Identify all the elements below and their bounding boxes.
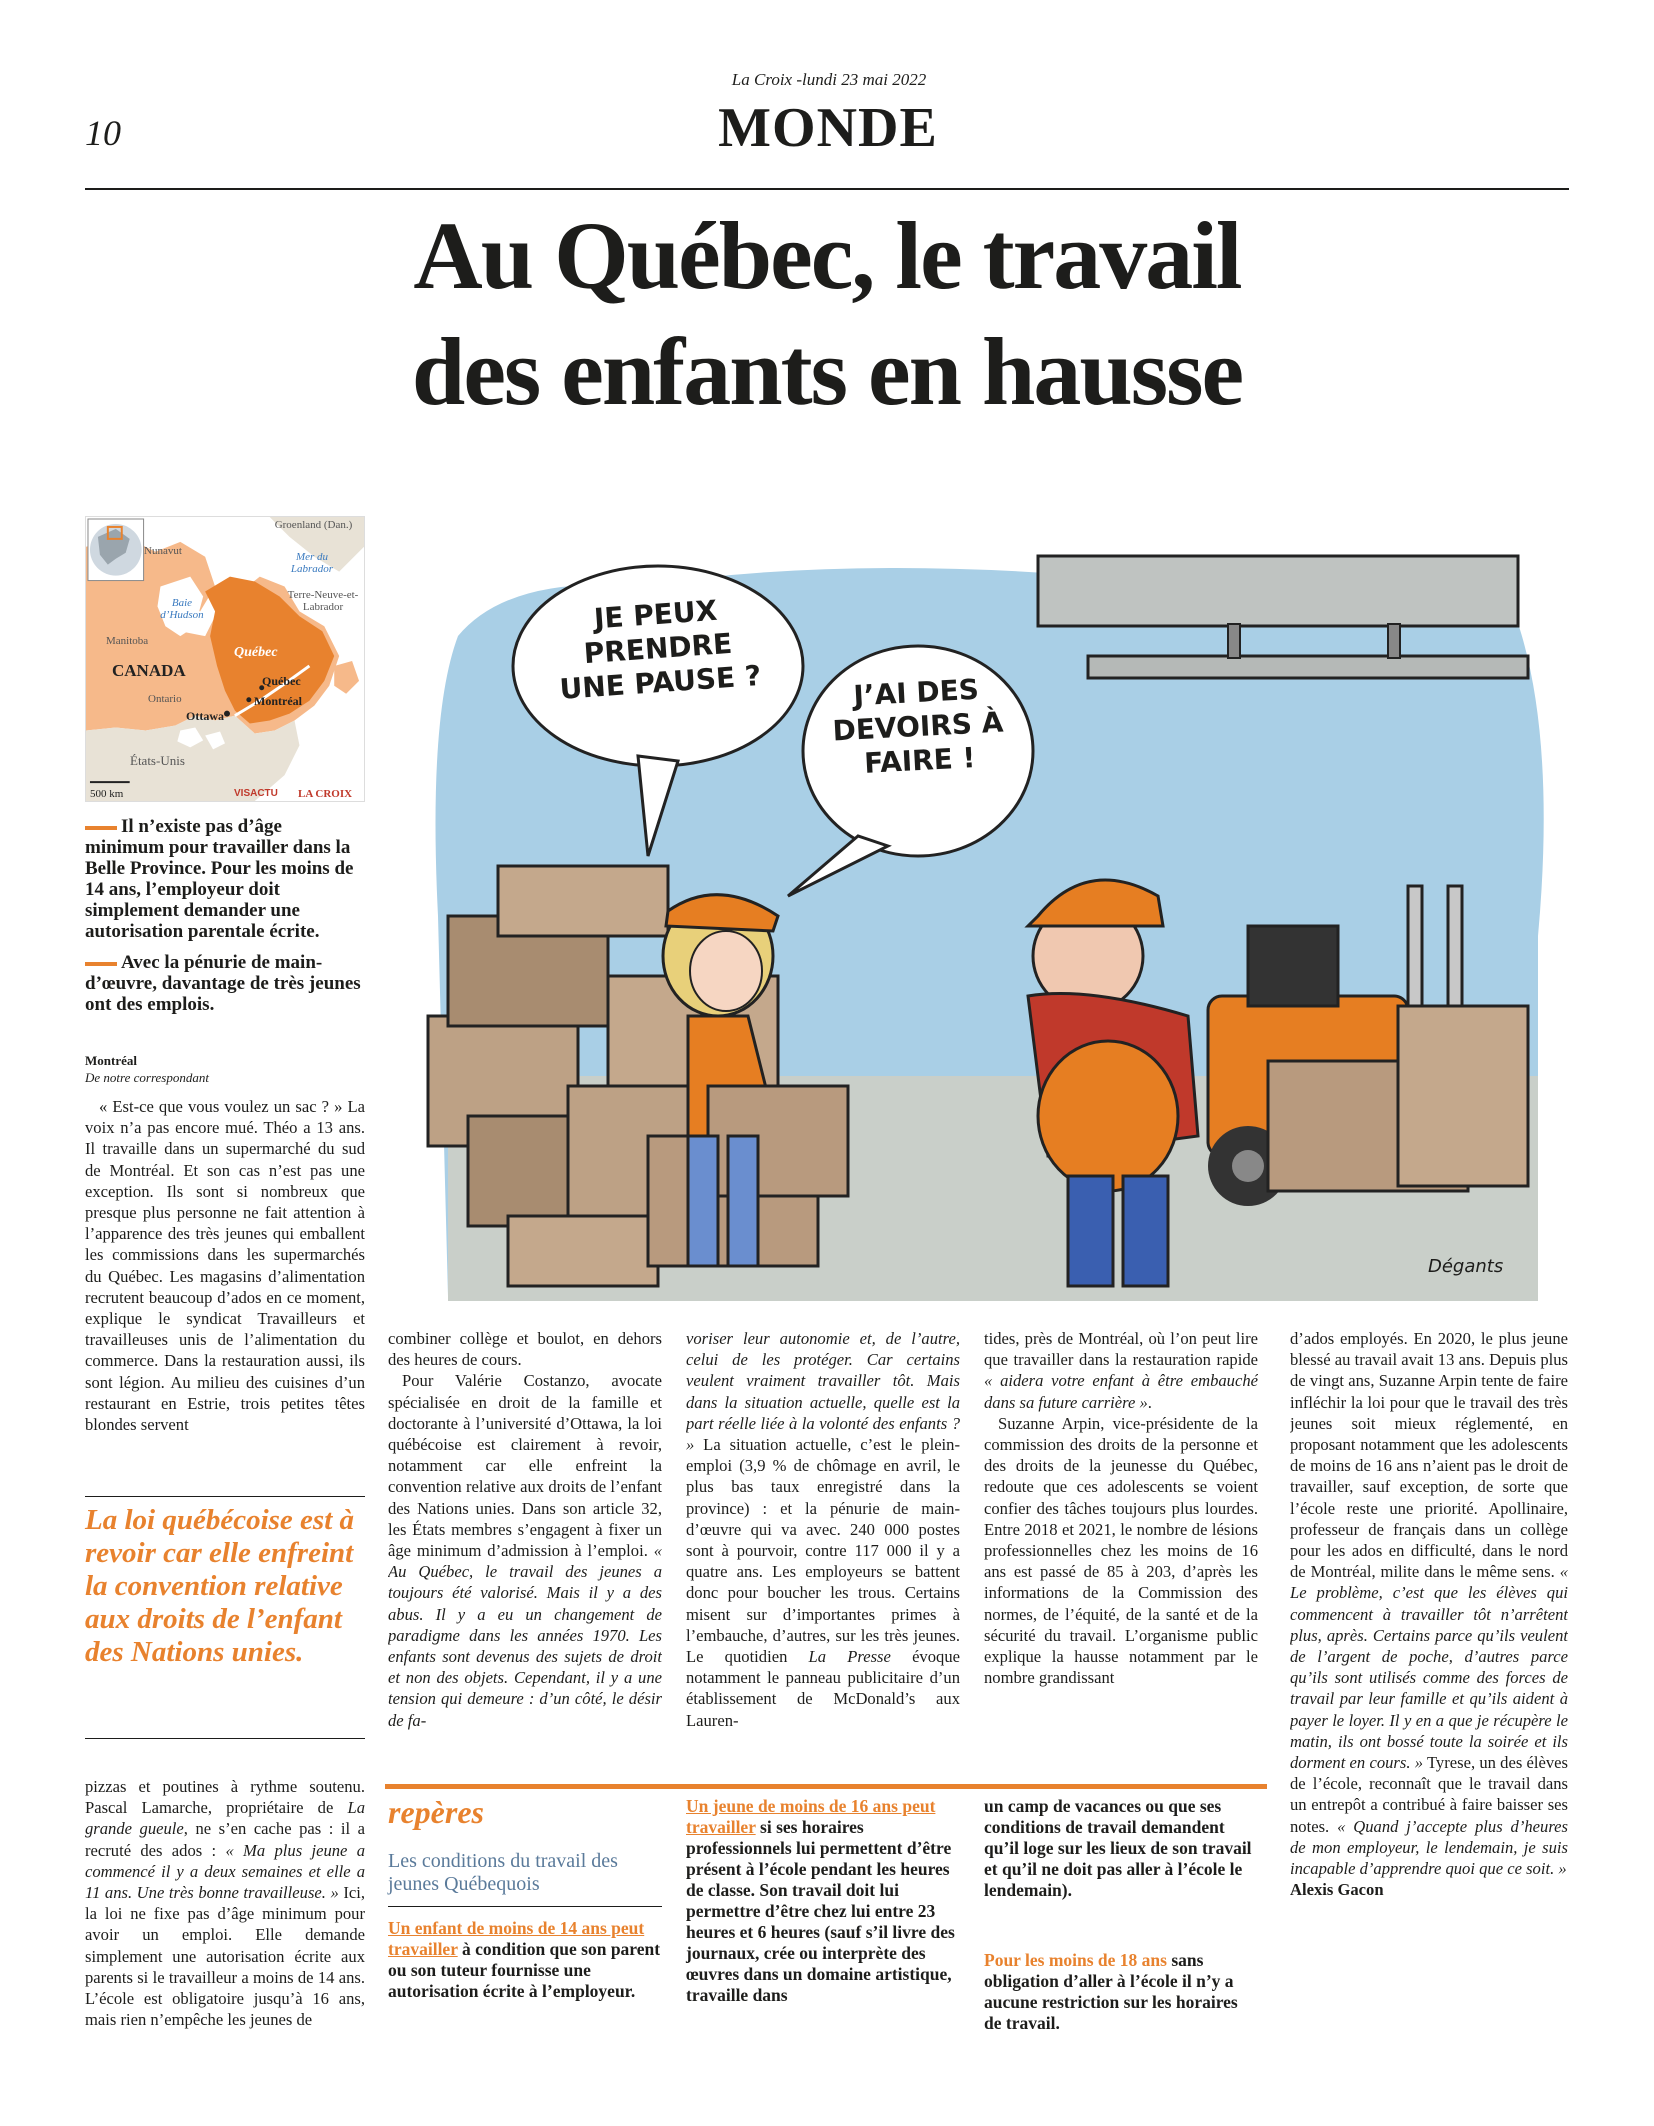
byline-city: Montréal — [85, 1053, 137, 1068]
cartoon-illustration — [388, 516, 1568, 1322]
map-label-quebec-province: Québec — [234, 645, 278, 660]
map-label-nunavut: Nunavut — [144, 545, 182, 557]
article-column-4 — [984, 1328, 1258, 1778]
reperes-rule — [385, 1784, 1267, 1789]
map-label-terre-neuve: Terre-Neuve-et-Labrador — [287, 589, 359, 613]
section-title: MONDE — [718, 97, 938, 159]
map-label-canada: CANADA — [112, 661, 186, 680]
pullquote-rule-bottom — [85, 1738, 365, 1739]
header-rule — [85, 188, 1569, 190]
paragraph: pizzas et poutines à rythme soutenu. Pascal Lamarche, propriétaire de La grande gueule, ne s’en cache pas : il a recruté des ados : « Ma plus jeune a commencé il y a deux semaines et elle a 11 ans. Une très bonne travailleuse. » Ici, la loi ne fixe pas d’âge minimum pour avoir un emploi. Elle demande simplement une autorisation écrite aux parents si le travailleur a moins de 14 ans. L’école est obligatoire jusqu’à 16 ans, mais rien n’empêche les jeunes de — [85, 1777, 365, 2030]
reperes-item-2-continued: un camp de vacances ou que ses conditions de travail demandent qu’il loge sur les lieux de son travail et qu’il ne doit pas aller à l’école le lendemain). — [984, 1796, 1252, 1900]
reperes-item-1: Un enfant de moins de 14 ans peut travailler à condition que son parent ou son tuteur fournisse une autorisation écrite à l’employeur. — [388, 1918, 661, 2001]
pullquote: La loi québécoise est à revoir car elle enfreint la convention relative aux droits de l’enfant des Nations unies. — [85, 1504, 355, 1668]
byline-correspondent: De notre correspondant — [85, 1070, 209, 1085]
map-credit-lacroix: LA CROIX — [298, 788, 353, 800]
article-column-3 — [686, 1328, 960, 1778]
cartoon-bubble-kid: JE PEUX PRENDRE UNE PAUSE ? — [558, 593, 763, 706]
intro-bullet-1: Il n’existe pas d’âge minimum pour travailler dans la Belle Province. Pour les moins de 14 ans, l’employeur doit simplement demander une autorisation parentale écrite. — [85, 816, 354, 942]
map-label-quebec-city: Québec — [262, 674, 301, 688]
paragraph: tides, près de Montréal, où l’on peut lire que travailler dans la restauration rapide « aidera votre enfant à être embauché dans sa future carrière ». — [984, 1329, 1258, 1412]
byline — [85, 1052, 365, 1086]
quebec-map — [85, 516, 365, 802]
reperes-subtitle-rule — [388, 1906, 662, 1907]
cartoon-bubble-kid-2: J’AI DES DEVOIRS À FAIRE ! — [831, 672, 1005, 780]
bullet-marker — [85, 962, 117, 966]
reperes-item-3: Pour les moins de 18 ans sans obligation d’aller à l’école il n’y a aucune restriction sur les horaires de travail. — [984, 1950, 1238, 2033]
map-label-ottawa: Ottawa — [186, 709, 224, 723]
reperes-title: repères — [388, 1794, 484, 1830]
map-label-montreal: Montréal — [254, 694, 302, 708]
article-column-1-bottom — [85, 1776, 365, 2076]
paragraph: combiner collège et boulot, en dehors des heures de cours. — [388, 1329, 662, 1370]
article-column-1-top — [85, 1096, 365, 1488]
pullquote-rule-top — [85, 1496, 365, 1497]
paragraph: d’ados employés. En 2020, le plus jeune blessé au travail avait 13 ans. Depuis plus de vingt ans, Suzanne Arpin tente de faire infléchir la loi pour que le travail des très jeunes soit mieux réglementé, en proposant notamment que les adolescents de moins de 16 ans n’aient pas le droit de travailler, sauf exception, de sorte que l’école reste une priorité. Apollinaire, professeur de français dans un collège pour les ados en difficulté, dans le nord de Montréal, milite dans le même sens. « Le problème, c’est que les élèves qui commencent à travailler tôt n’arrêtent plus, après. Certains parce qu’ils veulent de l’argent de poche, d’autres parce qu’ils sont utilisés comme des forces de travail par leur famille et qu’ils aident à payer le loyer. Il y en a que je récupère le matin, ils ont bossé toute la soirée et ils dorment en cours. » Tyrese, un des élèves de l’école, reconnaît que le travail dans un entrepôt a contribué à faire baisser ses notes. « Quand j’accepte plus d’heures de mon employeur, le lendemain, je suis incapable d’apprendre quoi que ce soit. » — [1290, 1329, 1568, 1879]
article-column-5 — [1290, 1328, 1568, 2050]
cartoon-signature: Dégants — [1428, 1256, 1504, 1277]
map-credit-visactu: VISACTU — [234, 788, 278, 799]
bullet-marker — [85, 826, 117, 830]
map-label-etats-unis: États-Unis — [130, 753, 185, 768]
paragraph: voriser leur autonomie et, de l’autre, celui de les protéger. Car certains veulent vraiment travailler tôt. Mais dans la situation actuelle, quelle est la part réelle liée à la volonté des enfants ? » La situation actuelle, c’est le plein-emploi (3,9 % de chômage en avril, le plus bas taux enregistré dans la province) : et la pénurie de main-d’œuvre qui va avec. 240 000 postes sont à pourvoir, contre 117 000 il y a quatre ans. Les employeurs se battent donc pour boucher les trous. Certains misent sur d’importantes primes à l’embauche, d’autres, sur les très jeunes. Le quotidien La Presse évoque notamment le panneau publicitaire d’un établissement de McDonald’s aux Lauren- — [686, 1329, 960, 1730]
map-label-manitoba: Manitoba — [106, 635, 149, 647]
author: Alexis Gacon — [1290, 1880, 1384, 1900]
map-label-baie-hudson: Baie d’Hudson — [160, 597, 204, 621]
map-label-ontario: Ontario — [148, 693, 182, 705]
paragraph: « Est-ce que vous voulez un sac ? » La voix n’a pas encore mué. Théo a 13 ans. Il travaille dans un supermarché du sud de Montréal. Et son cas n’est pas une exception. Ils sont si nombreux que presque plus personne ne fait attention à l’apparence des très jeunes qui emballent les commissions dans les supermarchés du Québec. Les magasins d’alimentation recrutent beaucoup d’ados en ce moment, explique le syndicat Travailleurs et travailleuses unis de l’alimentation du commerce. Dans la restauration aussi, ils sont légion. Au milieu des cuisines d’un restaurant en Estrie, trois petites têtes blondes servent — [85, 1097, 365, 1435]
map-label-groenland: Groenland (Dan.) — [274, 519, 353, 531]
paragraph: Pour Valérie Costanzo, avocate spécialisée en droit de la famille et doctorante à l’université d’Ottawa, la loi québécoise est clairement à revoir, notamment car elle enfreint la convention relative aux droits de l’enfant des Nations unies. Dans son article 32, les États membres s’engagent à fixer un âge minimum d’admission à l’emploi. « Au Québec, le travail des jeunes a toujours été valorisé. Mais il y a des abus. Il y a eu un changement de paradigme dans les années 1970. Les enfants sont devenus des sujets de droit et non des objets. Cependant, il y a une tension qui demeure : d’un côté, le désir de fa- — [388, 1371, 662, 1730]
article-column-2 — [388, 1328, 662, 1778]
intro-bullets — [85, 816, 365, 1025]
publication-line: La Croix -lundi 23 mai 2022 — [731, 70, 927, 89]
paragraph: Suzanne Arpin, vice-présidente de la commission des droits de la personne et des droits de la jeunesse du Québec, redoute que ces adolescents se voient confier des tâches toujours plus lourdes. Entre 2018 et 2021, le nombre de lésions professionnelles chez les moins de 16 ans est passé de 85 à 203, d’après les informations de la Commission des normes, de l’équité, de la santé et de la sécurité du travail. L’organisme public explique la hausse notamment par le nombre grandissant — [984, 1413, 1258, 1688]
headline — [200, 198, 1454, 430]
map-scale-label: 500 km — [90, 788, 124, 800]
reperes-item-2: Un jeune de moins de 16 ans peut travailler si ses horaires professionnels lui permettent d’être présent à l’école pendant les heures de classe. Son travail doit lui permettre d’être chez lui entre 23 heures et 6 heures (sauf s’il livre des journaux, crée ou interprète des œuvres dans un domaine artistique, travaille dans — [686, 1796, 955, 2005]
map-label-mer-labrador: Mer du Labrador — [290, 551, 334, 575]
reperes-subtitle: Les conditions du travail des jeunes Québequois — [388, 1850, 618, 1895]
headline-line-2: des enfants en hausse — [411, 318, 1243, 425]
page-number: 10 — [85, 113, 121, 153]
headline-line-1: Au Québec, le travail — [413, 202, 1241, 309]
intro-bullet-2: Avec la pénurie de main-d’œuvre, davantage de très jeunes ont des emplois. — [85, 952, 361, 1015]
